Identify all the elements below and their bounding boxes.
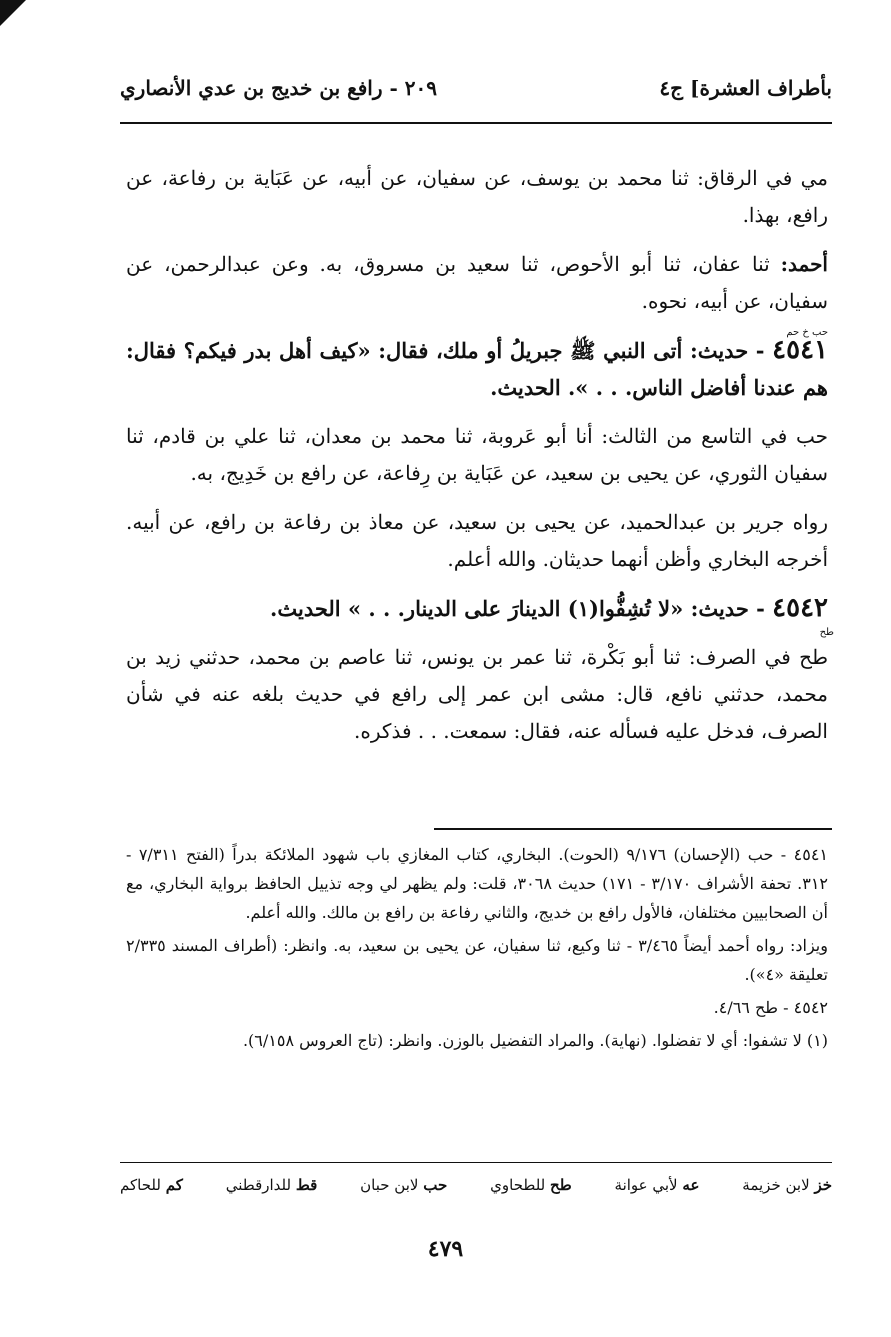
hadith-4541-number: ٤٥٤١ [772, 335, 828, 365]
source-label-ahmad: أحمد: [780, 252, 828, 276]
book-title: بأطراف العشرة] ج٤ [659, 76, 832, 100]
header-rule [120, 122, 832, 124]
page-corner-mark [0, 0, 26, 26]
paragraph-tahawi: طح في الصرف: ثنا أبو بَكْرة، ثنا عمر بن يونس، ثنا عاصم بن محمد، حدثني زيد بن محمد، حدثني نافع، قال: مشى ابن عمر إلى رافع في حديث بلغه عنه في شأن الصرف، فدخل عليه فسأله عنه، فقال: سمعت. . . فذكره. [126, 645, 828, 743]
paragraph-darimi: مي في الرقاق: ثنا محمد بن يوسف، عن سفيان، عن أبيه، عن عَبَاية بن رفاعة، عن رافع، بهذا. [126, 166, 828, 227]
abbreviations-rule [120, 1162, 832, 1163]
footnote-4542: ٤٥٤٢ - طح ٤/٦٦. [713, 998, 828, 1017]
hadith-4541-sigla: حب خ حم [786, 327, 828, 338]
section-title: ٢٠٩ - رافع بن خديج بن عدي الأنصاري [120, 76, 437, 100]
main-text [126, 160, 834, 762]
paragraph-ahmad-text: ثنا عفان، ثنا أبو الأحوص، ثنا سعيد بن مسروق، به. وعن عبدالرحمن، عن سفيان، عن أبيه، نحوه. [126, 252, 828, 313]
abbreviation-key [120, 1176, 832, 1194]
hadith-4542 [126, 590, 834, 638]
footnote-4541: ٤٥٤١ - حب (الإحسان) ٩/١٧٦ (الحوت). البخاري، كتاب المغازي باب شهود الملائكة بدراً (الفتح ٧/٣١١ - ٣١٢. تحفة الأشراف ٣/١٧٠ - ١٧١) حديث ٣٠٦٨، قلت: ولم يظهر لي وجه تذييل الحافظ برواية البخاري، مع أن الصحابيين مختلفان، فالأول رافع بن خديج، والثاني رفاعة بن رافع بن مالك. والله أعلم. [126, 845, 829, 922]
hadith-4541 [126, 327, 828, 406]
hadith-4542-sigla: طح [819, 627, 834, 638]
running-header [120, 72, 832, 112]
abbrev-item: عه لأبي عوانة [614, 1176, 700, 1194]
paragraph-ibn-hibban: حب في التاسع من الثالث: أنا أبو عَروبة، ثنا محمد بن معدان، ثنا علي بن قادم، ثنا سفيان الثوري، عن يحيى بن سعيد، عن عَبَاية بن رِفاعة، عن رافع بن خَدِيج، به. [126, 424, 828, 485]
abbrev-item: خز لابن خزيمة [742, 1176, 832, 1194]
hadith-4541-text: - حديث: أتى النبي ﷺ جبريلُ أو ملك، فقال: «كيف أهل بدر فيكم؟ فقال: هم عندنا أفاضل الناس. . . ». الحديث. [126, 338, 828, 400]
footnotes [126, 840, 828, 1059]
paragraph-jarir: رواه جرير بن عبدالحميد، عن يحيى بن سعيد، عن معاذ بن رفاعة بن رافع، عن أبيه. أخرجه البخاري وأظن أنهما حديثان. والله أعلم. [126, 510, 828, 571]
abbrev-item: حب لابن حبان [360, 1176, 448, 1194]
footnote-addition: ويزاد: رواه أحمد أيضاً ٣/٤٦٥ - ثنا وكيع، ثنا سفيان، عن يحيى بن سعيد، به. وانظر: (أطراف المسند ٢/٣٣٥ تعليقة «٤»). [126, 936, 828, 984]
hadith-4542-text: - حديث: «لا تُشِفُّوا(١) الدينارَ على الدينار. . . » الحديث. [270, 596, 773, 621]
abbrev-item: قط للدارقطني [225, 1176, 318, 1194]
abbrev-item: طح للطحاوي [490, 1176, 572, 1194]
paragraph-ahmad [126, 246, 828, 320]
footnote-1: (١) لا تشفوا: أي لا تفضلوا. (نهاية). والمراد التفضيل بالوزن. وانظر: (تاج العروس ٦/١٥٨). [242, 1031, 828, 1050]
footnote-rule [434, 828, 832, 830]
abbrev-item: كم للحاكم [120, 1176, 183, 1194]
hadith-4542-number: ٤٥٤٢ [772, 593, 828, 623]
page-number: ٤٧٩ [427, 1236, 464, 1262]
